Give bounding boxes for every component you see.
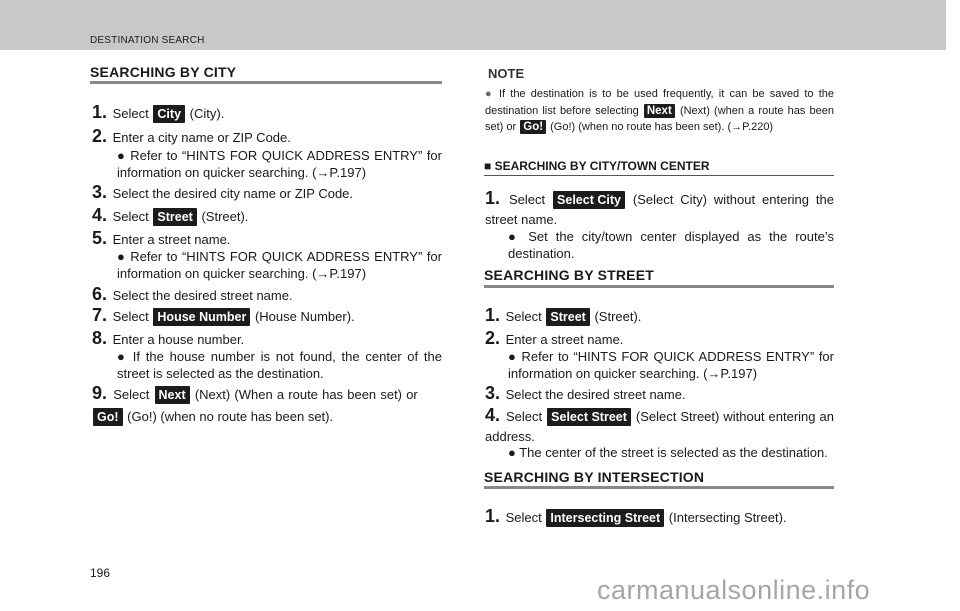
section-title-city: SEARCHING BY CITY [90, 64, 237, 80]
intersecting-street-button[interactable]: Intersecting Street [546, 509, 664, 527]
street-step-1: 1. Select Street (Street). [485, 305, 642, 325]
step-6: 6. Select the desired street name. [92, 284, 293, 304]
step-8: 8. Enter a house number. [92, 328, 245, 348]
city-button[interactable]: City [153, 105, 185, 123]
section-rule [484, 285, 834, 288]
step-5: 5. Enter a street name. [92, 228, 231, 248]
house-number-button[interactable]: House Number [153, 308, 250, 326]
select-street-button[interactable]: Select Street [547, 408, 631, 426]
section-title-street: SEARCHING BY STREET [484, 267, 655, 283]
note-next-button[interactable]: Next [644, 104, 675, 118]
bullet-hints-2: ● Refer to “HINTS FOR QUICK ADDRESS ENTRY” for information on quicker searching. (→P.197) [117, 249, 442, 281]
select-city-button[interactable]: Select City [553, 191, 625, 209]
note-go-button[interactable]: Go! [520, 120, 546, 134]
subsection-rule [484, 175, 834, 176]
bullet-hints-3: ● Refer to “HINTS FOR QUICK ADDRESS ENTRY” for information on quicker searching. (→P.197) [508, 349, 834, 381]
go-button[interactable]: Go! [93, 408, 123, 426]
step-2: 2. Enter a city name or ZIP Code. [92, 126, 291, 146]
bullet-hints-1: ● Refer to “HINTS FOR QUICK ADDRESS ENTRY” for information on quicker searching. (→P.197) [117, 148, 442, 180]
step-4: 4. Select Street (Street). [92, 205, 249, 225]
section-rule [484, 486, 834, 489]
city-center-step-1: 1. Select Select City (Select City) without entering the street name. [485, 188, 834, 227]
watermark: carmanualsonline.info [597, 575, 871, 605]
subsection-title-city-center: ■ SEARCHING BY CITY/TOWN CENTER [484, 159, 710, 173]
street-button[interactable]: Street [153, 208, 196, 226]
step-9: 9. Select Next (Next) (When a route has been set) or Go! (Go!) (when no route has been set). [92, 383, 418, 424]
note-text: ● If the destination is to be used frequently, it can be saved to the destination list before selecting Next (Next) (when a route has been set) or Go! (Go!) (when no route has been set). (→P.220) [485, 88, 834, 133]
street-step-2: 2. Enter a street name. [485, 328, 624, 348]
header-bar [0, 0, 946, 50]
step-3: 3. Select the desired city name or ZIP Code. [92, 182, 354, 202]
street-step-4: 4. Select Select Street (Select Street) without entering an address. [485, 405, 834, 444]
next-button[interactable]: Next [155, 386, 190, 404]
street-step-3: 3. Select the desired street name. [485, 383, 686, 403]
running-title: DESTINATION SEARCH [90, 35, 205, 46]
note-title: NOTE [488, 66, 525, 81]
bullet-house-not-found: ● If the house number is not found, the center of the street is selected as the destination. [117, 349, 442, 381]
step-1: 1. Select City (City). [92, 102, 225, 122]
section-title-intersection: SEARCHING BY INTERSECTION [484, 469, 705, 485]
step-7: 7. Select House Number (House Number). [92, 305, 355, 325]
bullet-street-center: ● The center of the street is selected as the destination. [508, 445, 828, 460]
section-rule [90, 81, 442, 84]
note-bullet: ● [485, 88, 494, 100]
street-button-2[interactable]: Street [546, 308, 589, 326]
bullet-city-center: ● Set the city/town center displayed as the route’s destination. [508, 229, 834, 261]
page-number: 196 [90, 566, 111, 580]
intersection-step-1: 1. Select Intersecting Street (Intersecting Street). [485, 506, 787, 526]
